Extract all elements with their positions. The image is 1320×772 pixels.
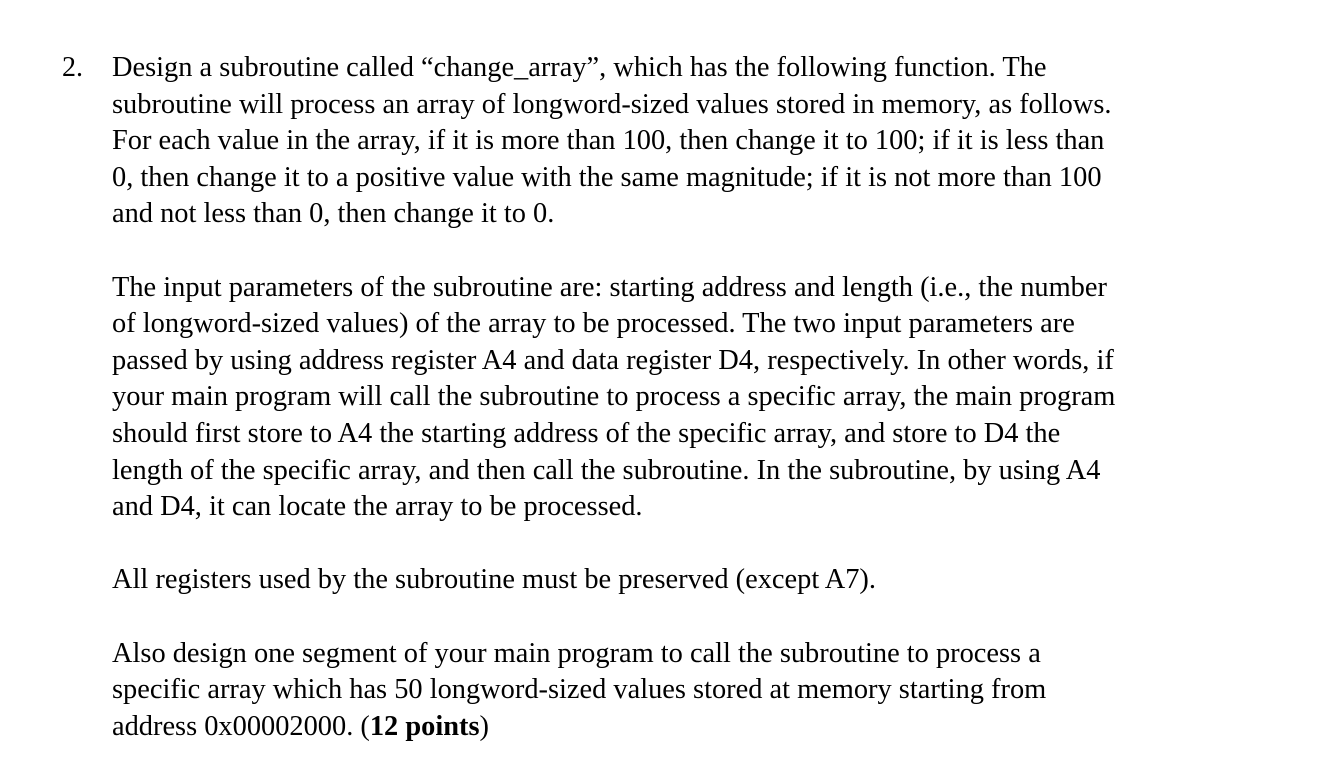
question-body	[112, 50, 1262, 745]
question-number: 2.	[62, 52, 83, 83]
question-2	[62, 50, 1262, 745]
main-program-text: Also design one segment of your main program to call the subroutine to process a specific array which has 50 longword-sized values stored at memory starting from address 0x00002000. (	[112, 637, 1047, 742]
points-label: 12 points	[369, 710, 480, 742]
paragraph-input-parameters: The input parameters of the subroutine are: starting address and length (i.e., the number of longword-sized values) of the array to be processed. The two input parameters are passed by using address register A4 and data register D4, respectively. In other words, if your main program will call the subroutine to process a specific array, the main program should first store to A4 the starting address of the specific array, and store to D4 the length of the specific array, and then call the subroutine. In the subroutine, by using A4 and D4, it can locate the array to be processed.	[112, 271, 1116, 523]
closing-paren: )	[479, 710, 489, 742]
paragraph-function-description: Design a subroutine called “change_array”, which has the following function. The subroutine will process an array of longword-sized values stored in memory, as follows. For each value in the array, if it is more than 100, then change it to 100; if it is less than 0, then change it to a positive value with the same magnitude; if it is not more than 100 and not less than 0, then change it to 0.	[112, 52, 1112, 230]
paragraph-main-program	[112, 636, 1262, 746]
paragraph-register-preservation: All registers used by the subroutine must be preserved (except A7).	[112, 564, 876, 596]
